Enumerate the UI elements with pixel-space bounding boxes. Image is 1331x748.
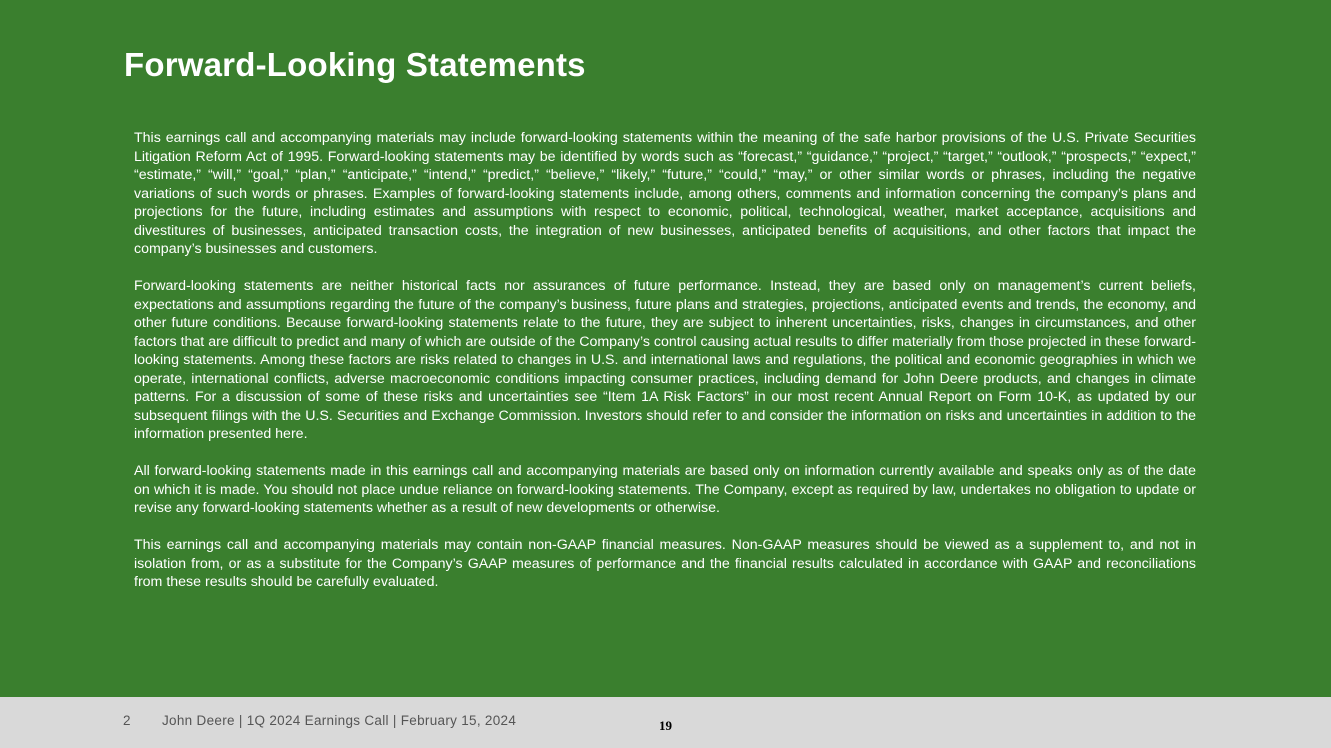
paragraph-safe-harbor: This earnings call and accompanying materials may include forward-looking statements within the meaning of the safe harbor provisions of the U.S. Private Securities Litigation Reform Act of 1995. Forward-looking statements may be identified by words such as “forecast,” “guidance,” “project,” “target,” “outlook,” “prospects,” “expect,” “estimate,” “will,” “goal,” “plan,” “anticipate,” “intend,” “predict,” “believe,” “likely,” “future,” “could,” “may,” or other similar words or phrases, including the negative variations of such words or phrases. Examples of forward-looking statements include, among others, comments and information concerning the company’s plans and projections for the future, including estimates and assumptions with respect to economic, political, technological, weather, market acceptance, acquisitions and divestitures of businesses, anticipated transaction costs, the integration of new businesses, anticipated benefits of acquisitions, and other factors that impact the company’s businesses and customers.: [134, 130, 1196, 257]
footer-caption: John Deere | 1Q 2024 Earnings Call | February 15, 2024: [162, 713, 517, 728]
paragraph-non-gaap: This earnings call and accompanying materials may contain non-GAAP financial measures. Non-GAAP measures should be viewed as a supplement to, and not in isolation from, or as a substitute for the Company’s GAAP measures of performance and the financial results calculated in accordance with GAAP and reconciliations from these results should be carefully evaluated.: [134, 537, 1196, 590]
disclaimer-body: [134, 129, 1196, 610]
page-number: 2: [123, 713, 131, 728]
slide-index: 19: [659, 718, 672, 733]
slide-title: Forward-Looking Statements: [124, 46, 586, 83]
paragraph-uncertainties: Forward-looking statements are neither historical facts nor assurances of future performance. Instead, they are based only on management’s current beliefs, expectations and assumptions regarding the future of the company’s business, future plans and strategies, projections, anticipated events and trends, the economy, and other future conditions. Because forward-looking statements relate to the future, they are subject to inherent uncertainties, risks, changes in circumstances, and other factors that are difficult to predict and many of which are outside of the Company’s control causing actual results to differ materially from those projected in these forward-looking statements. Among these factors are risks related to changes in U.S. and international laws and regulations, the political and economic geographies in which we operate, international conflicts, adverse macroeconomic conditions impacting consumer practices, including demand for John Deere products, and changes in climate patterns. For a discussion of some of these risks and uncertainties see “Item 1A Risk Factors” in our most recent Annual Report on Form 10-K, as updated by our subsequent filings with the U.S. Securities and Exchange Commission. Investors should refer to and consider the information on risks and uncertainties in addition to the information presented here.: [134, 278, 1196, 442]
paragraph-reliance: All forward-looking statements made in this earnings call and accompanying materials are based only on information currently available and speaks only as of the date on which it is made. You should not place undue reliance on forward-looking statements. The Company, except as required by law, undertakes no obligation to update or revise any forward-looking statements whether as a result of new developments or otherwise.: [134, 463, 1196, 516]
footer-bar: [0, 697, 1331, 748]
